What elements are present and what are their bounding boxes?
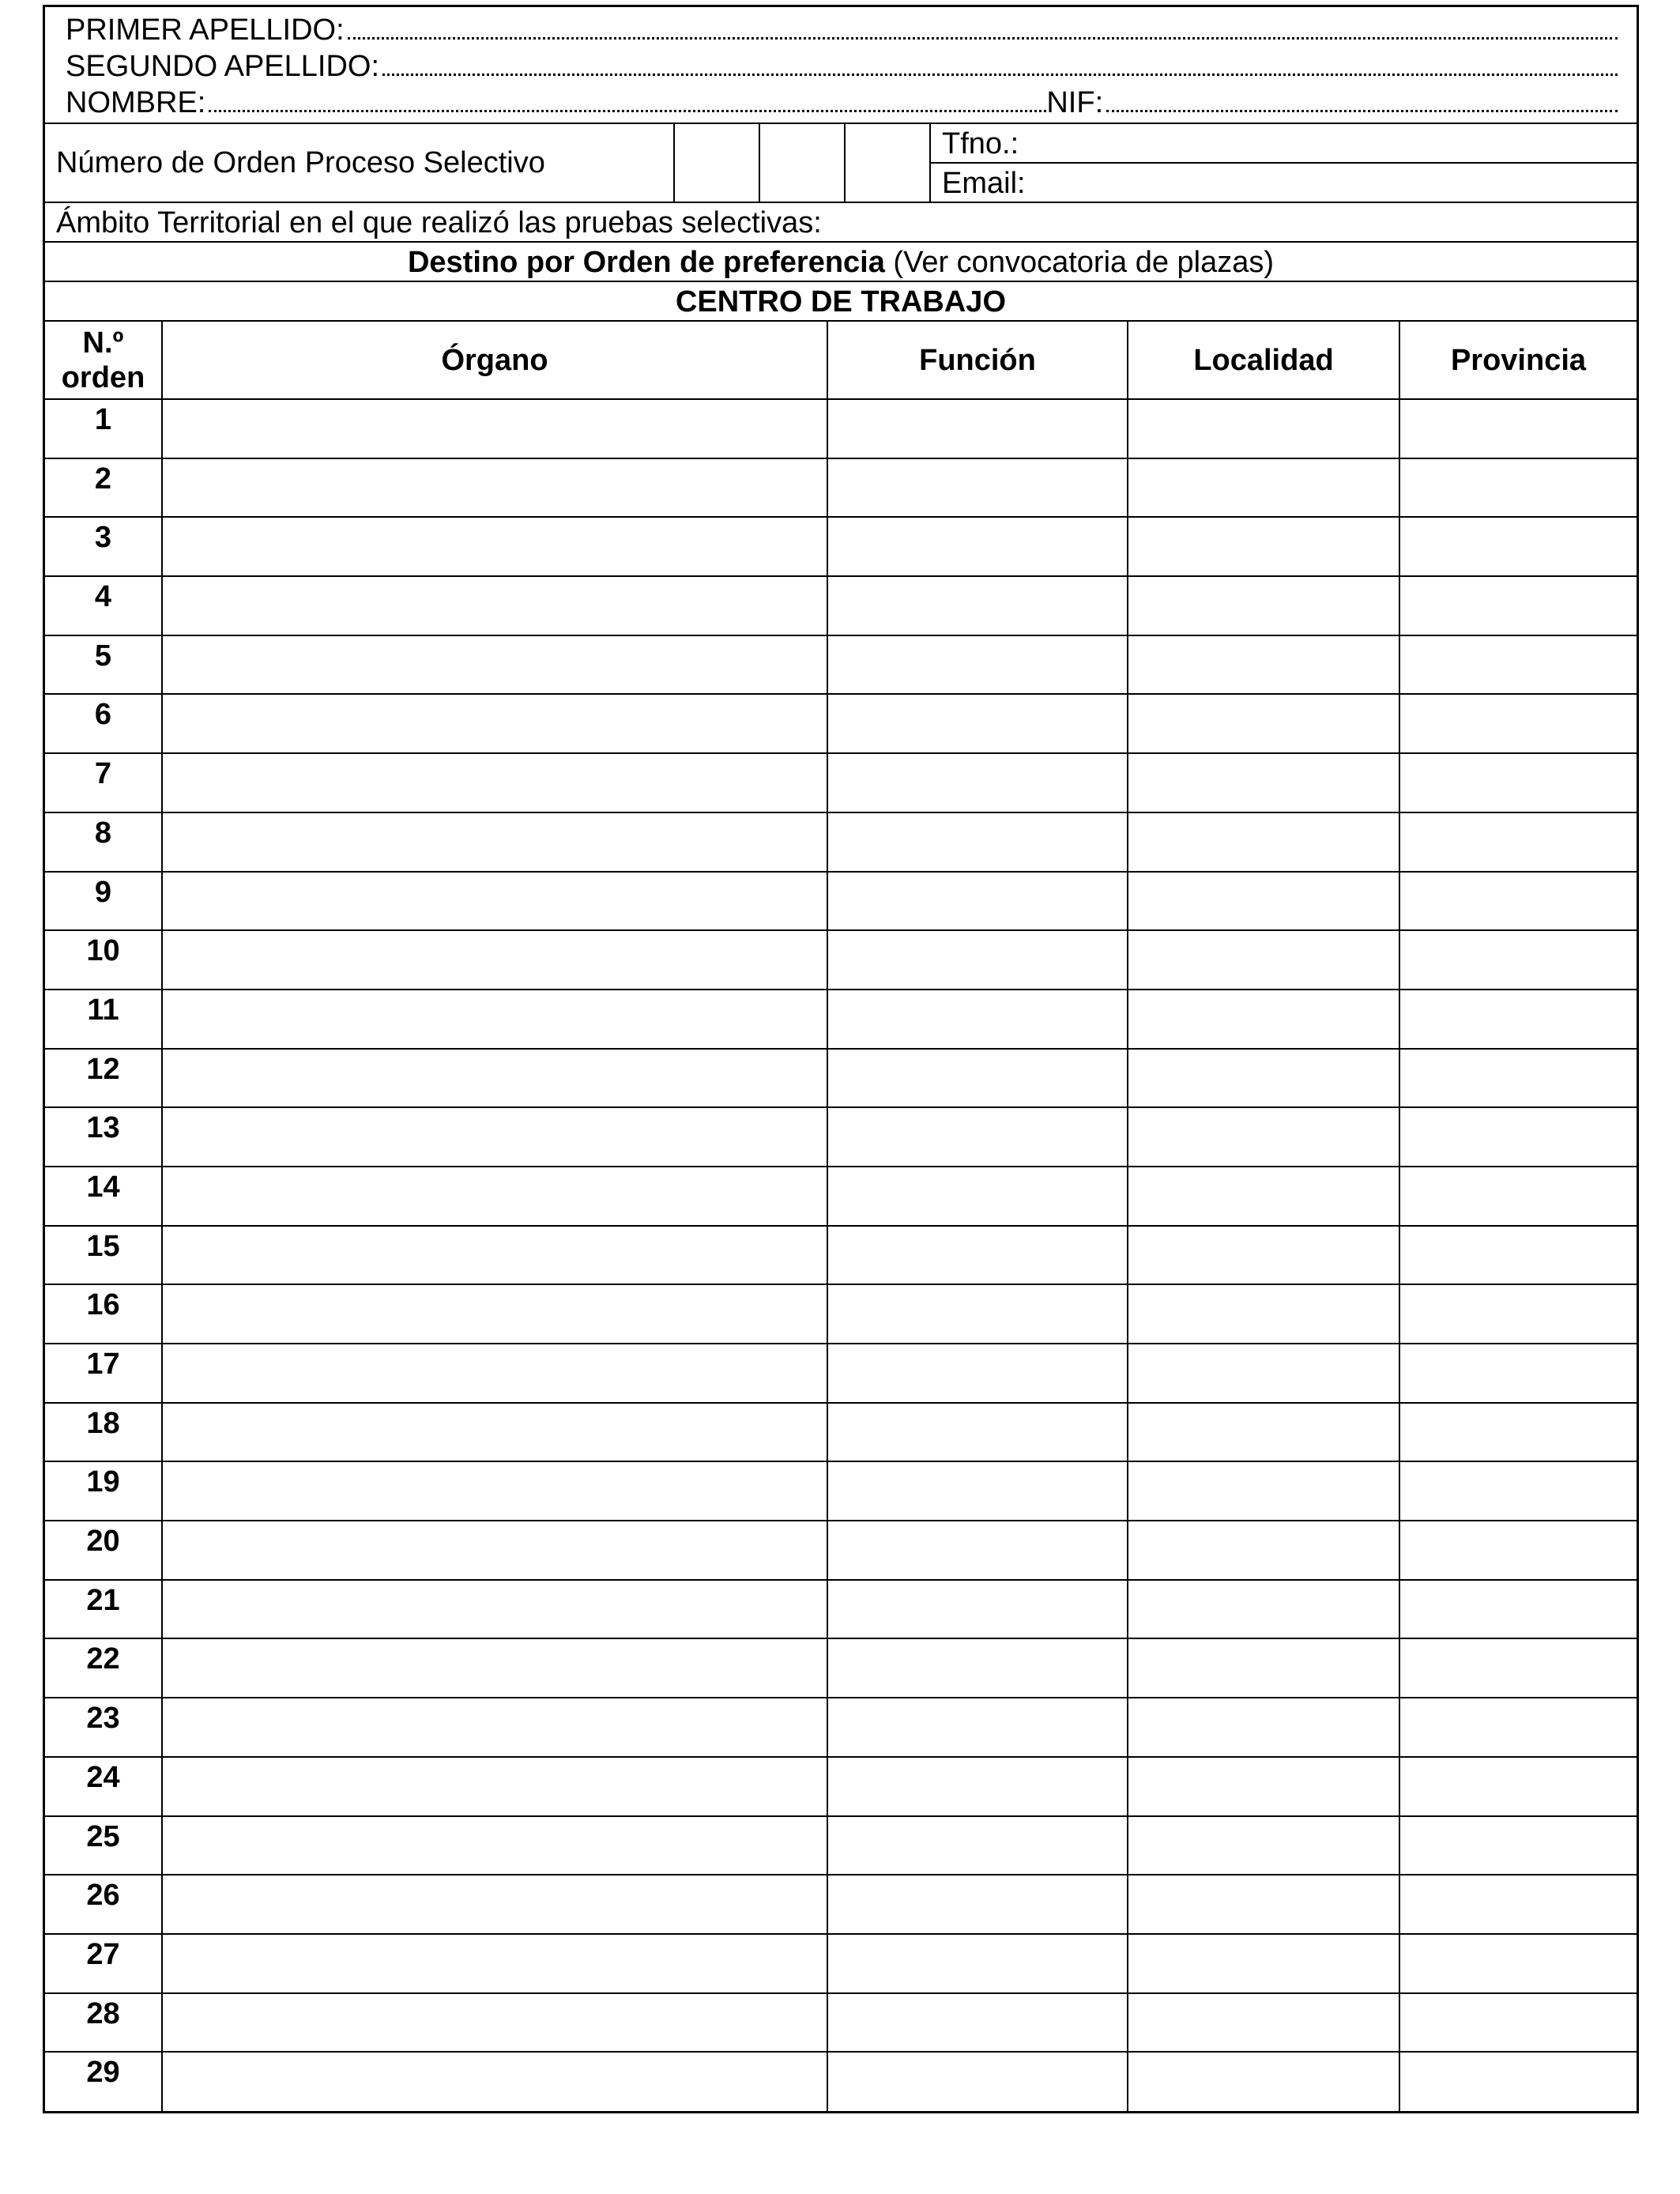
preference-table-wrapper bbox=[45, 322, 1637, 2111]
destino-heading-bold: Destino por Orden de preferencia bbox=[407, 246, 885, 279]
provincia-cell[interactable] bbox=[1399, 635, 1637, 695]
provincia-cell[interactable] bbox=[1399, 1580, 1637, 1639]
row-number: 17 bbox=[45, 1344, 162, 1403]
col-header-funcion: Función bbox=[827, 322, 1128, 399]
provincia-cell[interactable] bbox=[1399, 930, 1637, 990]
organo-cell[interactable] bbox=[162, 1580, 827, 1639]
row-number: 14 bbox=[45, 1167, 162, 1226]
table-row bbox=[45, 1521, 1637, 1580]
provincia-cell[interactable] bbox=[1399, 2052, 1637, 2111]
organo-cell[interactable] bbox=[162, 753, 827, 812]
provincia-cell[interactable] bbox=[1399, 517, 1637, 576]
funcion-cell[interactable] bbox=[827, 1167, 1128, 1226]
row-number: 27 bbox=[45, 1934, 162, 1993]
table-row bbox=[45, 1107, 1637, 1167]
localidad-cell[interactable] bbox=[1128, 1461, 1399, 1521]
funcion-cell[interactable] bbox=[827, 930, 1128, 990]
nif-field[interactable] bbox=[1106, 86, 1618, 112]
provincia-cell[interactable] bbox=[1399, 1107, 1637, 1167]
nombre-nif-line[interactable] bbox=[66, 85, 1618, 121]
row-number: 16 bbox=[45, 1284, 162, 1344]
row-number: 26 bbox=[45, 1875, 162, 1934]
organo-cell[interactable] bbox=[162, 1167, 827, 1226]
destino-heading bbox=[45, 243, 1637, 282]
table-row bbox=[45, 1638, 1637, 1698]
table-row bbox=[45, 1934, 1637, 1993]
row-number: 5 bbox=[45, 635, 162, 695]
localidad-cell[interactable] bbox=[1128, 517, 1399, 576]
funcion-cell[interactable] bbox=[827, 812, 1128, 872]
funcion-cell[interactable] bbox=[827, 1993, 1128, 2053]
localidad-cell[interactable] bbox=[1128, 1344, 1399, 1403]
provincia-cell[interactable] bbox=[1399, 1461, 1637, 1521]
funcion-cell[interactable] bbox=[827, 990, 1128, 1049]
orden-row bbox=[45, 124, 1637, 203]
table-row bbox=[45, 1284, 1637, 1344]
organo-cell[interactable] bbox=[162, 1284, 827, 1344]
row-number: 23 bbox=[45, 1698, 162, 1757]
table-row bbox=[45, 1757, 1637, 1816]
col-header-provincia: Provincia bbox=[1399, 322, 1637, 399]
row-number: 25 bbox=[45, 1816, 162, 1875]
organo-cell[interactable] bbox=[162, 635, 827, 695]
table-row bbox=[45, 1993, 1637, 2053]
ambito-field[interactable]: Ámbito Territorial en el que realizó las pruebas selectivas: bbox=[45, 203, 1637, 243]
provincia-cell[interactable] bbox=[1399, 1698, 1637, 1757]
localidad-cell[interactable] bbox=[1128, 1934, 1399, 1993]
contact-block bbox=[931, 124, 1637, 202]
localidad-cell[interactable] bbox=[1128, 1284, 1399, 1344]
funcion-cell[interactable] bbox=[827, 1875, 1128, 1934]
application-form bbox=[43, 5, 1639, 2113]
table-row bbox=[45, 1403, 1637, 1462]
row-number: 22 bbox=[45, 1638, 162, 1698]
table-row bbox=[45, 2052, 1637, 2111]
organo-cell[interactable] bbox=[162, 399, 827, 458]
row-number: 19 bbox=[45, 1461, 162, 1521]
localidad-cell[interactable] bbox=[1128, 1521, 1399, 1580]
funcion-cell[interactable] bbox=[827, 872, 1128, 931]
localidad-cell[interactable] bbox=[1128, 1757, 1399, 1816]
primer-apellido-line[interactable] bbox=[66, 12, 1618, 48]
organo-cell[interactable] bbox=[162, 1049, 827, 1108]
provincia-cell[interactable] bbox=[1399, 1403, 1637, 1462]
col-header-organo: Órgano bbox=[162, 322, 827, 399]
funcion-cell[interactable] bbox=[827, 635, 1128, 695]
funcion-cell[interactable] bbox=[827, 1638, 1128, 1698]
segundo-apellido-label: SEGUNDO APELLIDO: bbox=[66, 50, 380, 83]
organo-cell[interactable] bbox=[162, 1875, 827, 1934]
funcion-cell[interactable] bbox=[827, 1107, 1128, 1167]
provincia-cell[interactable] bbox=[1399, 1049, 1637, 1108]
preference-table bbox=[45, 322, 1637, 2111]
localidad-cell[interactable] bbox=[1128, 1403, 1399, 1462]
provincia-cell[interactable] bbox=[1399, 1816, 1637, 1875]
funcion-cell[interactable] bbox=[827, 458, 1128, 518]
organo-cell[interactable] bbox=[162, 1993, 827, 2053]
row-number: 6 bbox=[45, 694, 162, 753]
table-row bbox=[45, 694, 1637, 753]
tfno-field[interactable]: Tfno.: bbox=[931, 124, 1637, 164]
funcion-cell[interactable] bbox=[827, 1580, 1128, 1639]
segundo-apellido-field[interactable] bbox=[382, 50, 1618, 76]
table-row bbox=[45, 458, 1637, 518]
orden-digit-box-2[interactable] bbox=[760, 124, 846, 202]
organo-cell[interactable] bbox=[162, 1816, 827, 1875]
row-number: 3 bbox=[45, 517, 162, 576]
localidad-cell[interactable] bbox=[1128, 1580, 1399, 1639]
segundo-apellido-line[interactable] bbox=[66, 48, 1618, 85]
table-row bbox=[45, 1875, 1637, 1934]
provincia-cell[interactable] bbox=[1399, 753, 1637, 812]
col-header-localidad: Localidad bbox=[1128, 322, 1399, 399]
organo-cell[interactable] bbox=[162, 812, 827, 872]
table-row bbox=[45, 517, 1637, 576]
row-number: 12 bbox=[45, 1049, 162, 1108]
table-row bbox=[45, 930, 1637, 990]
funcion-cell[interactable] bbox=[827, 1226, 1128, 1285]
table-row bbox=[45, 576, 1637, 635]
organo-cell[interactable] bbox=[162, 694, 827, 753]
organo-cell[interactable] bbox=[162, 1757, 827, 1816]
localidad-cell[interactable] bbox=[1128, 1226, 1399, 1285]
localidad-cell[interactable] bbox=[1128, 635, 1399, 695]
organo-cell[interactable] bbox=[162, 990, 827, 1049]
provincia-cell[interactable] bbox=[1399, 1875, 1637, 1934]
funcion-cell[interactable] bbox=[827, 1049, 1128, 1108]
provincia-cell[interactable] bbox=[1399, 1167, 1637, 1226]
row-number: 10 bbox=[45, 930, 162, 990]
funcion-cell[interactable] bbox=[827, 576, 1128, 635]
funcion-cell[interactable] bbox=[827, 1816, 1128, 1875]
table-row bbox=[45, 635, 1637, 695]
row-number: 13 bbox=[45, 1107, 162, 1167]
nombre-label: NOMBRE: bbox=[66, 86, 206, 119]
localidad-cell[interactable] bbox=[1128, 576, 1399, 635]
table-row bbox=[45, 1580, 1637, 1639]
localidad-cell[interactable] bbox=[1128, 753, 1399, 812]
orden-label: Número de Orden Proceso Selectivo bbox=[45, 124, 675, 202]
organo-cell[interactable] bbox=[162, 1107, 827, 1167]
row-number: 24 bbox=[45, 1757, 162, 1816]
localidad-cell[interactable] bbox=[1128, 1698, 1399, 1757]
nif-label: NIF: bbox=[1046, 86, 1104, 119]
provincia-cell[interactable] bbox=[1399, 694, 1637, 753]
funcion-cell[interactable] bbox=[827, 1284, 1128, 1344]
localidad-cell[interactable] bbox=[1128, 1638, 1399, 1698]
organo-cell[interactable] bbox=[162, 1344, 827, 1403]
table-row bbox=[45, 1049, 1637, 1108]
primer-apellido-label: PRIMER APELLIDO: bbox=[66, 13, 345, 47]
primer-apellido-field[interactable] bbox=[348, 13, 1618, 40]
localidad-cell[interactable] bbox=[1128, 812, 1399, 872]
personal-data-section bbox=[45, 7, 1637, 124]
table-row bbox=[45, 812, 1637, 872]
provincia-cell[interactable] bbox=[1399, 1638, 1637, 1698]
organo-cell[interactable] bbox=[162, 576, 827, 635]
organo-cell[interactable] bbox=[162, 1521, 827, 1580]
row-number: 28 bbox=[45, 1993, 162, 2053]
organo-cell[interactable] bbox=[162, 517, 827, 576]
funcion-cell[interactable] bbox=[827, 1521, 1128, 1580]
organo-cell[interactable] bbox=[162, 1461, 827, 1521]
orden-digit-box-1[interactable] bbox=[675, 124, 760, 202]
provincia-cell[interactable] bbox=[1399, 1226, 1637, 1285]
organo-cell[interactable] bbox=[162, 1934, 827, 1993]
localidad-cell[interactable] bbox=[1128, 458, 1399, 518]
table-row bbox=[45, 1226, 1637, 1285]
row-number: 18 bbox=[45, 1403, 162, 1462]
table-row bbox=[45, 399, 1637, 458]
row-number: 9 bbox=[45, 872, 162, 931]
provincia-cell[interactable] bbox=[1399, 1521, 1637, 1580]
table-header-row bbox=[45, 322, 1637, 399]
localidad-cell[interactable] bbox=[1128, 399, 1399, 458]
table-row bbox=[45, 1698, 1637, 1757]
email-field[interactable]: Email: bbox=[942, 167, 1026, 200]
row-number: 11 bbox=[45, 990, 162, 1049]
row-number: 7 bbox=[45, 753, 162, 812]
organo-cell[interactable] bbox=[162, 458, 827, 518]
localidad-cell[interactable] bbox=[1128, 1107, 1399, 1167]
provincia-cell[interactable] bbox=[1399, 812, 1637, 872]
table-row bbox=[45, 1461, 1637, 1521]
provincia-cell[interactable] bbox=[1399, 1344, 1637, 1403]
localidad-cell[interactable] bbox=[1128, 990, 1399, 1049]
table-row bbox=[45, 1344, 1637, 1403]
row-number: 21 bbox=[45, 1580, 162, 1639]
table-row bbox=[45, 990, 1637, 1049]
row-number: 1 bbox=[45, 399, 162, 458]
organo-cell[interactable] bbox=[162, 872, 827, 931]
localidad-cell[interactable] bbox=[1128, 1049, 1399, 1108]
localidad-cell[interactable] bbox=[1128, 1875, 1399, 1934]
table-body bbox=[45, 399, 1637, 2111]
provincia-cell[interactable] bbox=[1399, 1934, 1637, 1993]
orden-digit-box-3[interactable] bbox=[846, 124, 931, 202]
row-number: 2 bbox=[45, 458, 162, 518]
row-number: 4 bbox=[45, 576, 162, 635]
nombre-field[interactable] bbox=[209, 86, 1046, 112]
row-number: 8 bbox=[45, 812, 162, 872]
table-row bbox=[45, 1167, 1637, 1226]
funcion-cell[interactable] bbox=[827, 2052, 1128, 2111]
table-row bbox=[45, 872, 1637, 931]
localidad-cell[interactable] bbox=[1128, 872, 1399, 931]
funcion-cell[interactable] bbox=[827, 1934, 1128, 1993]
destino-heading-note: (Ver convocatoria de plazas) bbox=[884, 246, 1275, 279]
col-header-num: N.º orden bbox=[45, 322, 162, 399]
localidad-cell[interactable] bbox=[1128, 1816, 1399, 1875]
localidad-cell[interactable] bbox=[1128, 2052, 1399, 2111]
funcion-cell[interactable] bbox=[827, 1757, 1128, 1816]
organo-cell[interactable] bbox=[162, 1403, 827, 1462]
provincia-cell[interactable] bbox=[1399, 1993, 1637, 2053]
funcion-cell[interactable] bbox=[827, 1698, 1128, 1757]
funcion-cell[interactable] bbox=[827, 694, 1128, 753]
funcion-cell[interactable] bbox=[827, 1403, 1128, 1462]
localidad-cell[interactable] bbox=[1128, 930, 1399, 990]
funcion-cell[interactable] bbox=[827, 1344, 1128, 1403]
provincia-cell[interactable] bbox=[1399, 990, 1637, 1049]
organo-cell[interactable] bbox=[162, 1226, 827, 1285]
provincia-cell[interactable] bbox=[1399, 872, 1637, 931]
provincia-cell[interactable] bbox=[1399, 1757, 1637, 1816]
row-number: 20 bbox=[45, 1521, 162, 1580]
organo-cell[interactable] bbox=[162, 1698, 827, 1757]
organo-cell[interactable] bbox=[162, 1638, 827, 1698]
provincia-cell[interactable] bbox=[1399, 576, 1637, 635]
table-row bbox=[45, 1816, 1637, 1875]
organo-cell[interactable] bbox=[162, 2052, 827, 2111]
provincia-cell[interactable] bbox=[1399, 1284, 1637, 1344]
organo-cell[interactable] bbox=[162, 930, 827, 990]
localidad-cell[interactable] bbox=[1128, 1167, 1399, 1226]
centro-trabajo-heading: CENTRO DE TRABAJO bbox=[45, 282, 1637, 322]
localidad-cell[interactable] bbox=[1128, 1993, 1399, 2053]
row-number: 29 bbox=[45, 2052, 162, 2111]
provincia-cell[interactable] bbox=[1399, 399, 1637, 458]
funcion-cell[interactable] bbox=[827, 517, 1128, 576]
localidad-cell[interactable] bbox=[1128, 694, 1399, 753]
table-row bbox=[45, 753, 1637, 812]
row-number: 15 bbox=[45, 1226, 162, 1285]
funcion-cell[interactable] bbox=[827, 1461, 1128, 1521]
funcion-cell[interactable] bbox=[827, 399, 1128, 458]
provincia-cell[interactable] bbox=[1399, 458, 1637, 518]
funcion-cell[interactable] bbox=[827, 753, 1128, 812]
